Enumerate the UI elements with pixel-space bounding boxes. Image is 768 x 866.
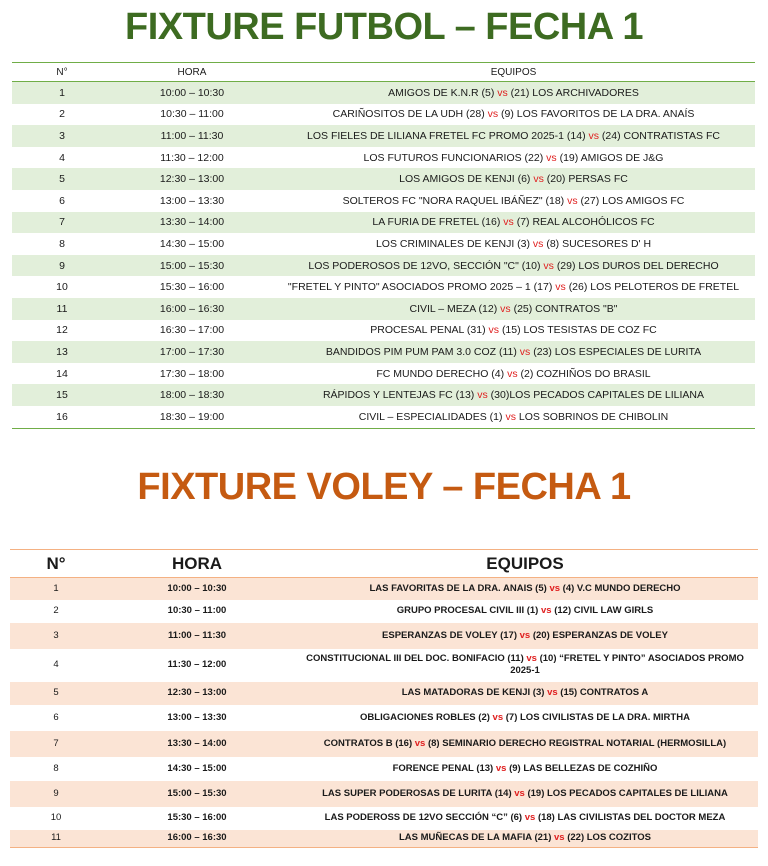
match-number: 8 [59, 237, 65, 250]
match-time: 15:00 – 15:30 [102, 781, 292, 807]
vs-label: vs [546, 151, 557, 164]
vs-label: vs [549, 582, 561, 594]
match-time: 15:30 – 16:00 [159, 281, 225, 294]
team-away: (9) LOS FAVORITOS DE LA DRA. ANAÍS [501, 108, 695, 121]
match-number: 9 [12, 255, 112, 277]
match-number: 4 [53, 659, 59, 670]
match-time: 11:00 – 11:30 [102, 623, 292, 649]
team-away: (7) LOS CIVILISTAS DE LA DRA. MIRTHA [505, 711, 690, 723]
match-row [10, 682, 758, 705]
team-home: LAS SUPER PODEROSAS DE LURITA (14) [322, 787, 512, 799]
match-number: 7 [10, 731, 102, 757]
column-header-num: N° [10, 550, 102, 578]
match-teams [292, 757, 758, 781]
match-number: 4 [59, 151, 65, 164]
match-row [12, 233, 755, 255]
team-away: (20) PERSAS FC [546, 173, 628, 186]
voley-fixture-table [10, 549, 758, 848]
team-away: (22) LOS COZITOS [567, 832, 651, 844]
match-row [12, 255, 755, 277]
team-away: (20) ESPERANZAS DE VOLEY [532, 629, 668, 641]
team-home: LAS MUÑECAS DE LA MAFIA (21) [399, 832, 552, 844]
match-teams [272, 168, 755, 190]
team-away: (9) LAS BELLEZAS DE COZHIÑO [509, 762, 658, 774]
team-away: (26) LOS PELOTEROS DE FRETEL [568, 281, 740, 294]
vs-label: vs [543, 259, 554, 272]
match-row [12, 384, 755, 406]
futbol-header-row [12, 63, 755, 82]
futbol-title: FIXTURE FUTBOL – FECHA 1 [125, 6, 643, 48]
match-number: 6 [53, 711, 59, 723]
vs-label: vs [500, 302, 511, 315]
team-home: GRUPO PROCESAL CIVIL III (1) [396, 605, 539, 616]
team-home: FORENCE PENAL (13) [392, 762, 494, 774]
team-home: CONTRATOS B (16) [323, 737, 413, 749]
team-home: OBLIGACIONES ROBLES (2) [360, 711, 490, 723]
vs-label: vs [532, 237, 544, 250]
match-number: 12 [56, 324, 68, 337]
team-away: (8) SEMINARIO DERECHO REGISTRAL NOTARIAL (HERMOSILLA) [427, 737, 727, 749]
match-time: 15:00 – 15:30 [112, 255, 272, 277]
match-row [12, 104, 755, 126]
vs-label: vs [524, 812, 536, 823]
team-away: (15) CONTRATOS A [560, 687, 649, 698]
match-time: 10:00 – 10:30 [102, 578, 292, 600]
vs-label: vs [503, 216, 514, 229]
match-row [12, 212, 755, 234]
vs-label: vs [477, 389, 488, 402]
match-row [10, 623, 758, 649]
vs-label: vs [414, 737, 426, 749]
match-number: 2 [53, 605, 59, 616]
match-row [10, 705, 758, 731]
match-row [10, 578, 758, 600]
vs-label: vs [547, 687, 558, 698]
team-away: (27) LOS AMIGOS FC [580, 194, 685, 207]
vs-label: vs [492, 711, 504, 723]
match-teams [272, 125, 755, 147]
match-time: 13:00 – 13:30 [159, 194, 225, 207]
match-row [10, 600, 758, 623]
match-time: 13:30 – 14:00 [102, 731, 292, 757]
vs-label: vs [555, 281, 566, 294]
match-number: 10 [50, 812, 62, 823]
match-time: 17:00 – 17:30 [112, 341, 272, 363]
team-home: BANDIDOS PIM PUM PAM 3.0 COZ (11) [325, 345, 517, 358]
match-row [10, 731, 758, 757]
match-row [12, 406, 755, 428]
team-away: (21) LOS ARCHIVADORES [510, 86, 639, 99]
futbol-fixture-table [12, 62, 755, 429]
match-row [12, 82, 755, 104]
match-row [12, 190, 755, 212]
column-header-num: N° [12, 63, 112, 82]
team-away: (25) CONTRATOS "B" [513, 302, 618, 315]
team-home: LOS AMIGOS DE KENJI (6) [399, 173, 531, 186]
team-home: LOS CRIMINALES DE KENJI (3) [375, 237, 530, 250]
match-teams [272, 363, 755, 385]
vs-label: vs [519, 629, 531, 641]
match-number: 11 [12, 298, 112, 320]
match-time: 18:30 – 19:00 [112, 406, 272, 428]
team-away: (23) LOS ESPECIALES DE LURITA [533, 345, 702, 358]
vs-label: vs [507, 367, 518, 380]
team-home: CONSTITUCIONAL III DEL DOC. BONIFACIO (11) [306, 653, 524, 664]
team-away: (15) LOS TESISTAS DE COZ FC [501, 324, 657, 337]
match-row [10, 781, 758, 807]
match-number: 14 [56, 367, 68, 380]
match-number: 6 [59, 194, 65, 207]
match-number: 8 [53, 762, 59, 774]
match-teams [272, 233, 755, 255]
team-away: (2) COZHIÑOS DO BRASIL [520, 367, 651, 380]
match-teams [272, 320, 755, 342]
match-teams [272, 298, 755, 320]
match-row [12, 125, 755, 147]
column-header-equipos: EQUIPOS [292, 550, 758, 578]
vs-label: vs [541, 605, 552, 616]
match-teams [292, 578, 758, 600]
match-teams [292, 623, 758, 649]
team-home: CIVIL – MEZA (12) [409, 302, 498, 315]
team-home: CIVIL – ESPECIALIDADES (1) [358, 410, 503, 423]
match-time: 15:30 – 16:00 [167, 812, 227, 823]
team-home: AMIGOS DE K.N.R (5) [388, 86, 495, 99]
vs-label: vs [519, 345, 531, 358]
match-teams [272, 341, 755, 363]
team-away: LOS SOBRINOS DE CHIBOLIN [518, 410, 669, 423]
match-teams [292, 600, 758, 623]
match-time: 16:00 – 16:30 [102, 830, 292, 848]
match-number: 11 [10, 830, 102, 848]
match-number: 9 [10, 781, 102, 807]
match-time: 12:30 – 13:00 [102, 682, 292, 705]
team-home: "FRETEL Y PINTO" ASOCIADOS PROMO 2025 – 1 (17) [287, 281, 553, 294]
vs-label: vs [488, 324, 500, 337]
team-home: FC MUNDO DERECHO (4) [376, 367, 505, 380]
team-away: (19) LOS PECADOS CAPITALES DE LILIANA [527, 787, 728, 799]
team-home: LOS FIELES DE LILIANA FRETEL FC PROMO 2025-1 (14) [307, 129, 586, 142]
team-home: LOS PODEROSOS DE 12VO, SECCIÓN "C" (10) [308, 259, 541, 272]
match-teams [272, 82, 755, 104]
team-home: LAS MATADORAS DE KENJI (3) [401, 687, 545, 698]
team-home: RÁPIDOS Y LENTEJAS FC (13) [322, 389, 475, 402]
match-time: 12:30 – 13:00 [112, 168, 272, 190]
match-number: 10 [56, 281, 68, 294]
match-teams [292, 705, 758, 731]
match-teams [292, 649, 758, 682]
column-header-hora: HORA [112, 63, 272, 82]
match-row [12, 168, 755, 190]
match-teams [272, 255, 755, 277]
match-teams [292, 830, 758, 848]
match-row [10, 649, 758, 682]
vs-label: vs [567, 194, 578, 207]
team-away: (18) LAS CIVILISTAS DEL DOCTOR MEZA [537, 812, 726, 823]
match-number: 2 [59, 108, 65, 121]
match-teams [272, 384, 755, 406]
team-away: (19) AMIGOS DE J&G [559, 151, 664, 164]
match-time: 13:00 – 13:30 [167, 711, 227, 723]
match-time: 10:00 – 10:30 [112, 82, 272, 104]
match-teams [272, 406, 755, 428]
match-time: 10:30 – 11:00 [160, 108, 224, 121]
match-number: 13 [12, 341, 112, 363]
vs-label: vs [588, 129, 599, 142]
vs-label: vs [554, 832, 565, 844]
match-number: 15 [12, 384, 112, 406]
column-header-hora: HORA [102, 550, 292, 578]
match-time: 18:00 – 18:30 [112, 384, 272, 406]
match-number: 5 [10, 682, 102, 705]
match-row [12, 276, 755, 298]
match-number: 7 [12, 212, 112, 234]
team-away: (8) SUCESORES D' H [546, 237, 652, 250]
match-time: 10:30 – 11:00 [167, 605, 227, 616]
team-home: LA FURIA DE FRETEL (16) [372, 216, 501, 229]
match-time: 11:00 – 11:30 [112, 125, 272, 147]
match-time: 16:30 – 17:00 [159, 324, 225, 337]
match-row [12, 363, 755, 385]
match-row [10, 807, 758, 830]
match-time: 11:30 – 12:00 [167, 659, 227, 670]
match-teams [272, 190, 755, 212]
vs-label: vs [497, 86, 508, 99]
vs-label: vs [514, 787, 525, 799]
match-teams [292, 781, 758, 807]
voley-title: FIXTURE VOLEY – FECHA 1 [137, 466, 631, 508]
team-home: CARIÑOSITOS DE LA UDH (28) [332, 108, 485, 121]
match-time: 17:30 – 18:00 [159, 367, 225, 380]
match-time: 13:30 – 14:00 [112, 212, 272, 234]
voley-header-row [10, 550, 758, 578]
team-home: ESPERANZAS DE VOLEY (17) [382, 629, 517, 641]
match-row [10, 830, 758, 848]
match-time: 11:30 – 12:00 [160, 151, 224, 164]
match-teams [272, 212, 755, 234]
team-home: LAS FAVORITAS DE LA DRA. ANAIS (5) [369, 582, 547, 594]
match-teams [292, 682, 758, 705]
match-teams [272, 147, 755, 169]
vs-label: vs [505, 410, 516, 423]
match-time: 14:30 – 15:00 [159, 237, 225, 250]
team-away: (30)LOS PECADOS CAPITALES DE LILIANA [490, 389, 705, 402]
team-away: (29) LOS DUROS DEL DERECHO [556, 259, 719, 272]
vs-label: vs [487, 108, 499, 121]
team-away: (10) “FRETEL Y PINTO” ASOCIADOS PROMO 2025-1 [510, 653, 744, 676]
match-row [10, 757, 758, 781]
match-teams [272, 276, 755, 298]
match-row [12, 298, 755, 320]
team-home: LAS PODEROSS DE 12VO SECCIÓN “C” (6) [324, 812, 523, 823]
match-teams [292, 731, 758, 757]
vs-label: vs [495, 762, 507, 774]
team-away: (7) REAL ALCOHÓLICOS FC [516, 216, 655, 229]
match-time: 16:00 – 16:30 [112, 298, 272, 320]
match-number: 3 [10, 623, 102, 649]
match-row [12, 341, 755, 363]
column-header-equipos: EQUIPOS [272, 63, 755, 82]
match-teams [272, 104, 755, 126]
match-time: 14:30 – 15:00 [167, 762, 227, 774]
team-home: SOLTEROS FC "NORA RAQUEL IBÁÑEZ" (18) [342, 194, 565, 207]
match-number: 1 [10, 578, 102, 600]
vs-label: vs [526, 653, 537, 664]
match-number: 5 [12, 168, 112, 190]
match-row [12, 147, 755, 169]
match-number: 3 [12, 125, 112, 147]
team-home: PROCESAL PENAL (31) [370, 324, 486, 337]
match-row [12, 320, 755, 342]
team-away: (24) CONTRATISTAS FC [601, 129, 720, 142]
team-home: LOS FUTUROS FUNCIONARIOS (22) [363, 151, 544, 164]
match-number: 16 [12, 406, 112, 428]
team-away: (4) V.C MUNDO DERECHO [562, 582, 681, 594]
match-teams [292, 807, 758, 830]
team-away: (12) CIVIL LAW GIRLS [554, 605, 654, 616]
match-number: 1 [12, 82, 112, 104]
vs-label: vs [533, 173, 544, 186]
